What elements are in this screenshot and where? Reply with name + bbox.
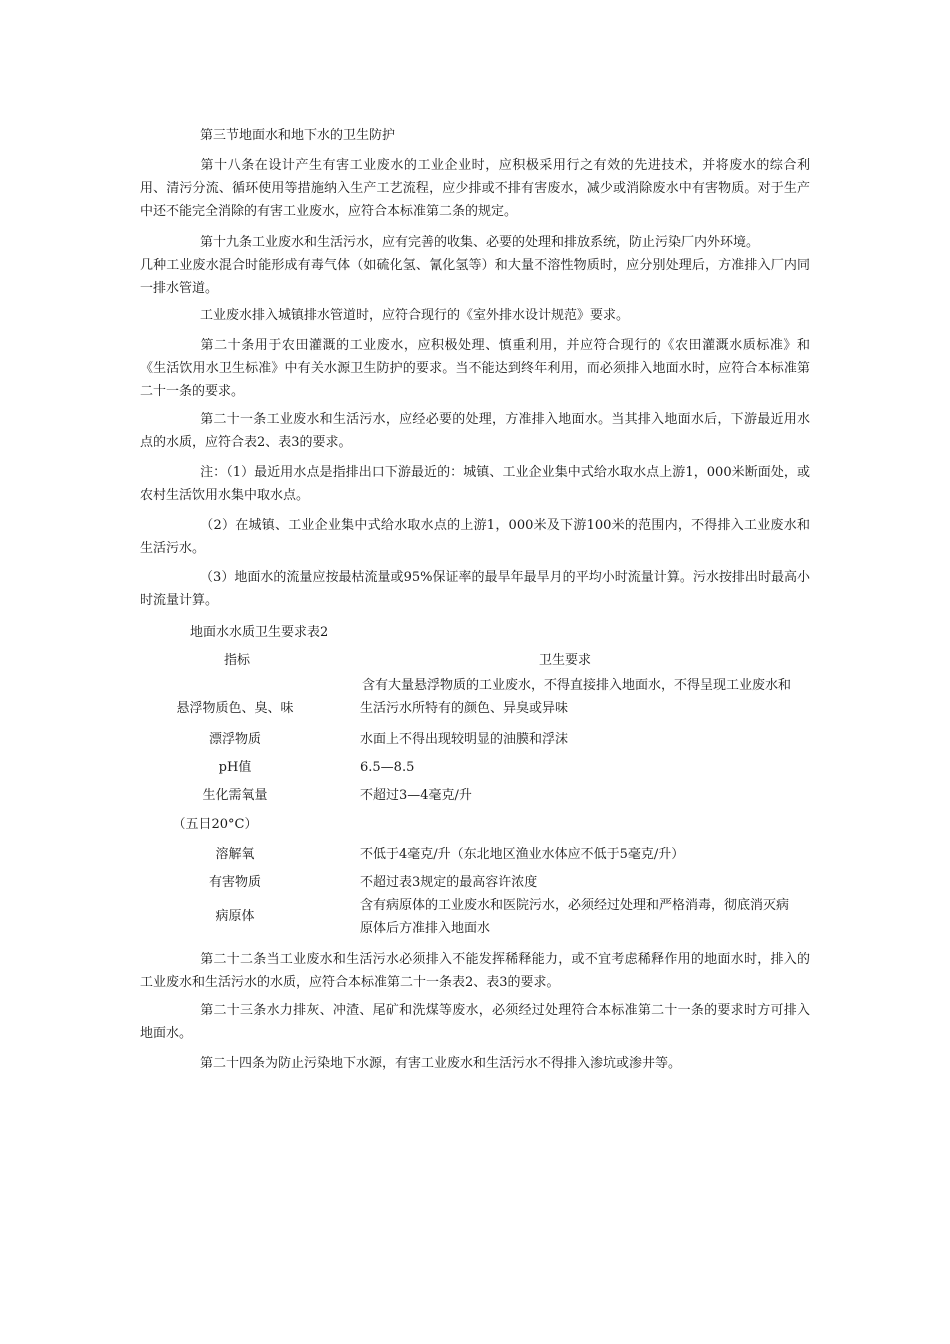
table-row-2-index: 漂浮物质 [208,732,261,747]
article-24-text: 第二十四条为防止污染地下水源，有害工业废水和生活污水不得排入渗坑或渗井等。 [200,1056,682,1071]
article-23-text: 第二十三条水力排灰、冲渣、尾矿和洗煤等废水，必须经过处理符合本标准第二十一条的要求时方可排入地面水。 [140,1003,810,1041]
table-row-8-requirement: 含有病原体的工业废水和医院污水，必须经过处理和严格消毒，彻底消灭病原体后方准排入地面水 [360,898,790,936]
table-row-3-requirement: 6.5—8.5 [360,760,415,775]
table-row-3-index: pH值 [218,760,252,775]
article-20-text: 第二十条用于农田灌溉的工业废水，应积极处理、慎重利用，并应符合现行的《农田灌溉水质标准》和《生活饮用水卫生标准》中有关水源卫生防护的要求。当不能达到终年利用，而必须排入地面水时，应符合本标准第二十一条的要求。 [140,338,810,399]
note-2 [140,514,810,560]
note-3-text: （3）地面水的流量应按最枯流量或95%保证率的最旱年最旱月的平均小时流量计算。污水按排出时最高小时流量计算。 [140,570,810,608]
table-row-1-requirement: 含有大量悬浮物质的工业废水，不得直接排入地面水，不得呈现工业废水和生活污水所特有的颜色、异臭或异味 [360,678,792,716]
note-1 [140,461,810,507]
article-24 [140,1052,810,1075]
article-23 [140,999,810,1045]
table-header-index: 指标 [224,653,251,668]
table-row-4-requirement: 不超过3—4毫克/升 [360,788,472,803]
article-22-text: 第二十二条当工业废水和生活污水必须排入不能发挥稀释能力，或不宜考虑稀释作用的地面水时，排入的工业废水和生活污水的水质，应符合本标准第二十一条表2、表3的要求。 [140,952,810,990]
note-3 [140,566,810,612]
table-row-1-index: 悬浮物质色、臭、味 [176,701,294,716]
table-row-7-requirement: 不超过表3规定的最高容许浓度 [360,875,538,890]
article-19-c [140,304,810,327]
note-1-text: 注：（1）最近用水点是指排出口下游最近的：城镇、工业企业集中式给水取水点上游1，000米断面处，或农村生活饮用水集中取水点。 [140,465,810,503]
table-row-7-index: 有害物质 [208,875,261,890]
article-19-a-text: 第十九条工业废水和生活污水，应有完善的收集、必要的处理和排放系统，防止污染厂内外环境。 [200,235,760,250]
note-2-text: （2）在城镇、工业企业集中式给水取水点的上游1，000米及下游100米的范围内，不得排入工业废水和生活污水。 [140,518,810,556]
article-21 [140,408,810,454]
table-row-5-index: （五日20°C） [172,817,258,832]
table-row-6-requirement: 不低于4毫克/升（东北地区渔业水体应不低于5毫克/升） [360,847,685,862]
article-21-text: 第二十一条工业废水和生活污水，应经必要的处理，方准排入地面水。当其排入地面水后，下游最近用水点的水质，应符合表2、表3的要求。 [140,412,810,450]
table-caption: 地面水水质卫生要求表2 [190,625,329,640]
article-19-b: 几种工业废水混合时能形成有毒气体（如硫化氢、氰化氢等）和大量不溶性物质时，应分别处理后，方准排入厂内同一排水管道。 [140,258,810,296]
table-row-2-requirement: 水面上不得出现较明显的油膜和浮沫 [360,732,569,747]
article-18 [140,154,810,223]
article-18-text: 第十八条在设计产生有害工业废水的工业企业时，应积极采用行之有效的先进技术，并将废水的综合利用、清污分流、循环使用等措施纳入生产工艺流程，应少排或不排有害废水，减少或消除废水中有害物质。对于生产中还不能完全消除的有害工业废水，应符合本标准第二条的规定。 [140,158,810,219]
table-row-4-index: 生化需氧量 [202,788,268,803]
table-header-requirement: 卫生要求 [539,653,592,668]
article-22 [140,948,810,994]
article-19-c-text: 工业废水排入城镇排水管道时，应符合现行的《室外排水设计规范》要求。 [200,308,630,323]
table-row-6-index: 溶解氧 [215,847,255,862]
section-title: 第三节地面水和地下水的卫生防护 [200,128,396,143]
article-20 [140,334,810,403]
table-row-8-index: 病原体 [215,909,255,924]
article-19-a [140,231,810,254]
